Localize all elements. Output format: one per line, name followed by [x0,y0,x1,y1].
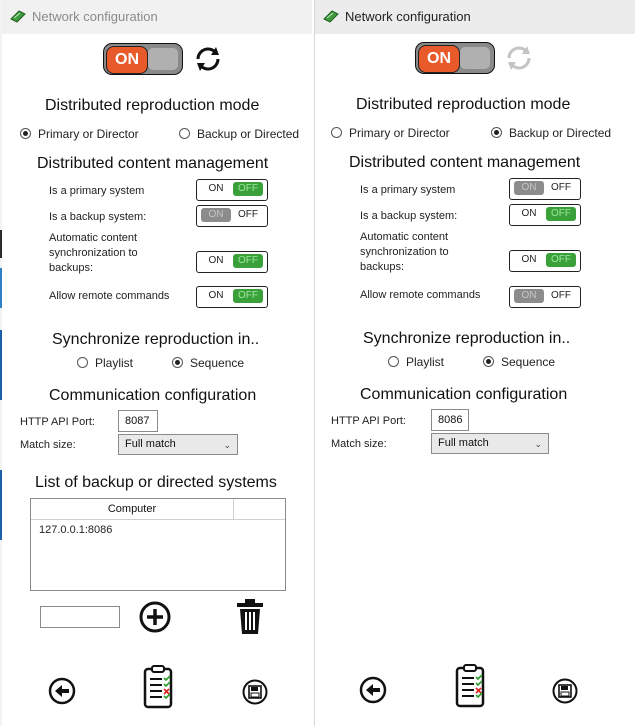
select-value: Full match [438,437,489,449]
switch-on-label: ON [208,183,224,194]
label-auto-sync [360,230,449,275]
heading-communication: Communication configuration [360,386,568,403]
heading-content-management: Distributed content management [37,155,269,172]
chevron-down-icon: ⌄ [223,440,231,450]
radio-backup-directed[interactable] [179,127,299,141]
radio-dot [179,128,190,139]
radio-label: Backup or Directed [509,126,612,140]
toggle-on-label: ON [106,46,148,74]
titlebar[interactable] [315,0,635,34]
toggle-on-label: ON [418,45,460,73]
window-title: Network configuration [345,9,471,24]
radio-sequence[interactable] [172,356,244,370]
switch-off-label: OFF [238,209,258,220]
radio-sequence[interactable] [483,355,555,369]
radio-label: Primary or Director [349,126,450,140]
label-http-port: HTTP API Port: [331,415,406,427]
switch-auto-sync[interactable] [509,250,581,272]
back-arrow-icon[interactable] [48,677,76,705]
heading-distributed-mode: Distributed reproduction mode [45,97,260,114]
master-on-off-toggle[interactable] [415,42,495,74]
radio-backup-directed[interactable] [491,126,611,140]
switch-auto-sync[interactable] [196,251,268,273]
switch-on-label: ON [514,181,544,195]
systems-list[interactable] [30,498,286,591]
match-size-select[interactable] [431,433,549,454]
app-logo-icon [323,9,339,23]
refresh-icon[interactable] [192,43,224,75]
toggle-off-area [148,48,178,70]
label-is-primary: Is a primary system [49,185,145,197]
switch-off-label: OFF [233,182,263,196]
switch-on-label: ON [208,255,224,266]
label-is-backup: Is a backup system: [360,210,458,222]
radio-primary-director[interactable] [20,127,139,141]
match-size-select[interactable] [118,434,238,455]
switch-is-primary[interactable] [196,179,268,201]
checklist-icon[interactable] [142,665,176,709]
master-on-off-toggle[interactable] [103,43,183,75]
save-icon[interactable] [552,678,578,704]
switch-on-label: ON [208,290,224,301]
network-config-window-left [2,0,312,726]
refresh-icon-disabled[interactable] [503,42,535,74]
label-line: backups: [360,261,405,273]
radio-dot [483,356,494,367]
radio-dot [172,357,183,368]
switch-off-label: OFF [546,207,576,221]
save-icon[interactable] [242,679,268,705]
chevron-down-icon: ⌄ [534,439,542,449]
radio-label: Sequence [190,356,245,370]
radio-dot [388,356,399,367]
trash-icon[interactable] [236,598,264,636]
heading-communication: Communication configuration [49,387,257,404]
label-is-primary: Is a primary system [360,184,456,196]
label-line: Automatic content [49,232,138,244]
heading-systems-list: List of backup or directed systems [35,474,277,491]
radio-dot [491,127,502,138]
radio-label: Playlist [95,356,134,370]
add-circle-icon[interactable] [138,600,172,634]
network-config-window-right [314,0,635,726]
switch-is-primary[interactable] [509,178,581,200]
label-remote-commands: Allow remote commands [49,290,170,302]
radio-dot [20,128,31,139]
list-item[interactable]: 127.0.0.1:8086 [39,524,113,536]
switch-off-label: OFF [551,182,571,193]
switch-on-label: ON [201,208,231,222]
radio-label: Sequence [501,355,556,369]
checklist-icon[interactable] [454,664,488,708]
switch-is-backup[interactable] [196,205,268,227]
switch-off-label: OFF [551,290,571,301]
switch-on-label: ON [521,254,537,265]
label-http-port: HTTP API Port: [20,416,95,428]
radio-playlist[interactable] [77,356,133,370]
label-line: synchronization to [360,246,449,258]
radio-dot [77,357,88,368]
titlebar[interactable] [2,0,312,34]
label-auto-sync [49,231,138,276]
switch-off-label: OFF [233,289,263,303]
toggle-off-area [460,47,490,69]
label-is-backup: Is a backup system: [49,211,147,223]
label-line: backups: [49,262,94,274]
radio-label: Primary or Director [38,127,139,141]
heading-content-management: Distributed content management [349,154,581,171]
switch-on-label: ON [521,208,537,219]
heading-distributed-mode: Distributed reproduction mode [356,96,571,113]
window-title: Network configuration [32,9,158,24]
back-arrow-icon[interactable] [359,676,387,704]
label-line: Automatic content [360,231,449,243]
heading-sync-reproduction: Synchronize reproduction in.. [52,331,260,348]
list-header [31,499,285,520]
heading-sync-reproduction: Synchronize reproduction in.. [363,330,571,347]
switch-on-label: ON [514,289,544,303]
label-match-size: Match size: [331,438,387,450]
switch-is-backup[interactable] [509,204,581,226]
switch-remote-commands[interactable] [509,286,581,308]
app-logo-icon [10,9,26,23]
radio-label: Backup or Directed [197,127,300,141]
http-port-input[interactable]: 8086 [431,409,469,431]
switch-off-label: OFF [546,253,576,267]
radio-label: Playlist [406,355,445,369]
column-header-computer[interactable]: Computer [31,499,234,519]
switch-remote-commands[interactable] [196,286,268,308]
label-match-size: Match size: [20,439,76,451]
select-value: Full match [125,438,176,450]
new-system-input[interactable] [40,606,120,628]
label-line: synchronization to [49,247,138,259]
switch-off-label: OFF [233,254,263,268]
radio-primary-director[interactable] [331,126,450,140]
radio-playlist[interactable] [388,355,444,369]
label-remote-commands: Allow remote commands [360,289,481,301]
http-port-input[interactable]: 8087 [118,410,158,432]
radio-dot [331,127,342,138]
